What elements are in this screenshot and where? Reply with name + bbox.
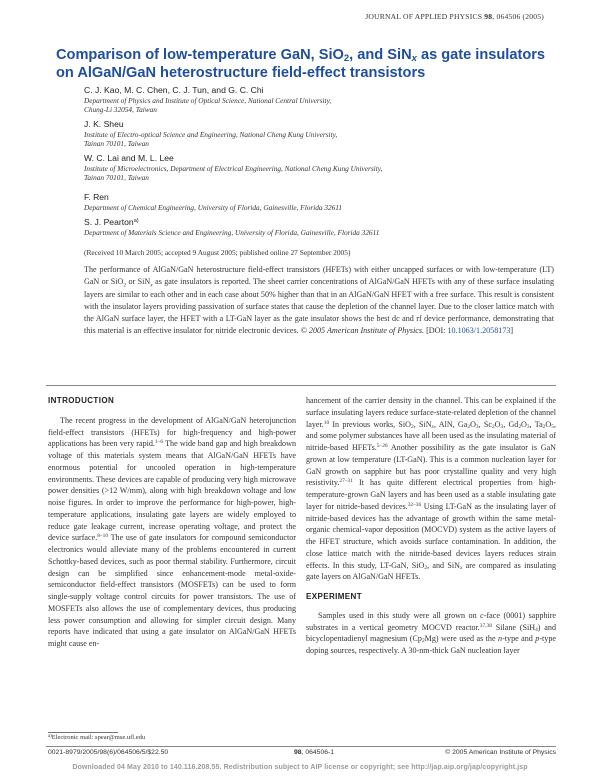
author-names: J. K. Sheu bbox=[84, 119, 124, 129]
affiliation: Department of Physics and Institute of Optical Science, National Central University, bbox=[84, 96, 332, 105]
column-left bbox=[48, 395, 296, 650]
page-number: 98, 064506-1 bbox=[294, 749, 335, 756]
affiliation-location: Chung-Li 32054, Taiwan bbox=[84, 105, 157, 115]
affiliation-location: Tainan 70101, Taiwan bbox=[84, 139, 149, 149]
title-line-2: on AlGaN/GaN heterostructure field-effect transistors bbox=[56, 64, 426, 81]
author-group-4 bbox=[84, 192, 554, 212]
footnote-divider bbox=[48, 732, 118, 733]
download-notice: Downloaded 04 May 2010 to 140.116.208.55. Redistribution subject to AIP license or copyright; see http://jap.aip.org/jap/copyright.jsp bbox=[72, 764, 528, 771]
running-head bbox=[365, 12, 544, 21]
section-heading-introduction: INTRODUCTION bbox=[48, 396, 115, 405]
footnote: $^{a)}$Electronic mail: spear@mse.ufl.edu bbox=[48, 734, 146, 741]
abstract: The performance of AlGaN/GaN heterostructure field-effect transistors (HFETs) with either uncapped surfaces or with low-temperature (LT) GaN or SiO$_2$ or SiN$_x$ as gate insulators is reported. The sheet carrier concentrations of AlGaN/GaN HFETs with any of these surface insulating layers are similar to each other and in each case about 50% higher than that in an AlGaN/GaN HFET with a free surface. This result is consistent with the insulator layers providing passivation of surface states that cause the depletion of the channel layer. Due to the closer lattice match with the AlGaN surface layer, the HFET with a LT-GaN layer as the gate insulator shows the best dc and rf device performance, demonstrating that this material is an effective insulator for nitride electronic devices. © 2005 American Institute of Physics. [DOI: 10.1063/1.2058173] bbox=[84, 265, 554, 336]
affiliation: Department of Chemical Engineering, University of Florida, Gainesville, Florida 32611 bbox=[84, 203, 343, 212]
author-group-3 bbox=[84, 153, 554, 183]
author-names: C. J. Kao, M. C. Chen, C. J. Tun, and G. C. Chi bbox=[84, 85, 264, 95]
author-group-2 bbox=[84, 119, 554, 149]
author-names: F. Ren bbox=[84, 192, 109, 202]
title-line-1: Comparison of low-temperature GaN, SiO$_2$, and SiN$_x$ as gate insulators bbox=[56, 47, 546, 64]
article-year: , 064506 (2005) bbox=[492, 12, 544, 21]
received-dates: (Received 10 March 2005; accepted 9 August 2005; published online 27 September 2005) bbox=[84, 248, 351, 257]
affiliation-location: Tainan 70101, Taiwan bbox=[84, 173, 149, 183]
affiliation: Department of Materials Science and Engineering, University of Florida, Gainesville, Florida 32611 bbox=[84, 228, 380, 237]
paper-title bbox=[56, 47, 556, 82]
author-names: S. J. Pearton$^{a)}$ bbox=[84, 217, 139, 227]
author-group-5 bbox=[84, 217, 554, 237]
affiliation: Institute of Electro-optical Science and Engineering, National Cheng Kung University, bbox=[84, 130, 338, 139]
footer-divider bbox=[46, 746, 556, 747]
abstract-divider bbox=[46, 385, 556, 386]
paragraph: Samples used in this study were all grown on c-face (0001) sapphire substrates in a vertical geometry MOCVD reactor.$^{37,38}$ Silane (SiH$_4$) and bicyclopentadienyl magnesium $(Cp_2Mg)$ were used as the n-type and p-type doping sources, respectively. A 30-nm-thick GaN nucleation layer bbox=[306, 610, 556, 655]
doi-link[interactable]: 10.1063/1.2058173 bbox=[447, 326, 511, 336]
abstract-copyright: © 2005 American Institute of Physics. bbox=[300, 326, 425, 336]
journal-name: JOURNAL OF APPLIED PHYSICS bbox=[365, 12, 483, 21]
issn-line: 0021-8979/2005/98(6)/064506/5/$22.50 bbox=[48, 749, 169, 756]
affiliation: Institute of Microelectronics, Department of Electrical Engineering, National Cheng Kung University, bbox=[84, 164, 383, 173]
footnote-marker: a) bbox=[133, 218, 139, 224]
footer-copyright: © 2005 American Institute of Physics bbox=[445, 749, 556, 756]
section-heading-experiment: EXPERIMENT bbox=[306, 592, 363, 601]
author-names: W. C. Lai and M. L. Lee bbox=[84, 153, 174, 163]
column-right bbox=[306, 395, 556, 657]
paragraph: hancement of the carrier density in the channel. This can be explained if the surface insulating layers reduce surface-state-related depletion of the channel layer.$^{10}$ In previous works, SiO$_2$, SiN$_x$, AlN, $Ga_2O_3$, $Sc_2O_3$, $Gd_2O_3$, $Ta_2O_5$, and some polymer substances have all been used as the insulating material of nitride-based HFETs.$^{5-26}$ Another possibility as the gate insulator is GaN grown at low temperature (LT-GaN). This is a common nucleation layer for GaN growth on sapphire but has poor crystalline quality and very high resistivity.$^{27-31}$ It has quite different electrical properties from high-temperature-grown GaN layers and has been used as a stable insulating gate layer for nitride-based devices.$^{32-36}$ Using LT-GaN as the insulating layer of nitride-based devices has the advantage of growth within the same metal-organic chemical-vapor deposition (MOCVD) system as the active layers of the HFET structure, which avoids surface contamination. In addition, the close lattice match with the nitride-based devices layers reduces strain effects. In this study, LT-GaN, SiO$_2$, and SiN$_x$ are compared as insulating gate layers on AlGaN/GaN HFETs. bbox=[306, 396, 557, 582]
author-group-1 bbox=[84, 85, 554, 115]
paragraph: The recent progress in the development of AlGaN/GaN heterojunction field-effect transistors (HFETs) for high-frequency and high-power applications has been very rapid.$^{1-6}$ The wide band gap and high breakdown voltage of this materials system means that AlGaN/GaN HFETs have enormous potential for uncooled operation in high-temperature environments. These devices are capable of producing very high microwave power densities (>12 W/mm), along with high breakdown voltage and low noise figures. In order to improve the performance for high-power, high-temperature applications, insulating gate layers are widely employed to reduce gate leakage current, increase operating voltage, and protect the device surface.$^{8-10}$ The use of gate insulators for compound semiconductor electronics would alleviate many of the problems encountered in current Schottky-based devices, such as poor thermal stability. Furthermore, circuit design can be simplified since enhancement-mode metal-oxide-semiconductor field-effect transistors (MOSFETs) can be used to form single-supply voltage control circuits for power transistors. The use of MOSFETs also allows the use of complementary devices, thus producing less power consumption and allowing for simpler circuit design. Many reports have indicated that using a gate insulator on AlGaN/GaN HFETs might cause en- bbox=[48, 415, 296, 648]
volume: 98 bbox=[484, 12, 493, 21]
